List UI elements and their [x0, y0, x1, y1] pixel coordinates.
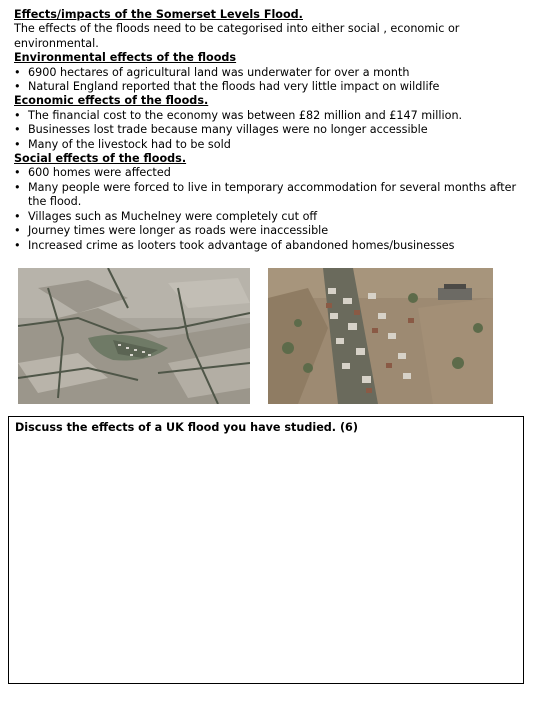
notes-section [14, 8, 526, 253]
list-item: • Villages such as Muchelney were completely cut off [14, 210, 526, 224]
flood-aerial-photo-fields [18, 268, 250, 404]
list-item: • The financial cost to the economy was between £82 million and £147 million. [14, 109, 526, 123]
list-item: • Many of the livestock had to be sold [14, 138, 526, 152]
environmental-list [14, 66, 526, 95]
environmental-heading: Environmental effects of the floods [14, 51, 237, 65]
flood-aerial-photo-village [268, 268, 493, 404]
intro-text: The effects of the floods need to be categorised into either social , economic or environmental. [14, 22, 460, 50]
list-item: • 600 homes were affected [14, 166, 526, 180]
page-title: Effects/impacts of the Somerset Levels Flood. [14, 8, 303, 21]
list-item: • Increased crime as looters took advantage of abandoned homes/businesses [14, 239, 526, 253]
list-item: • Many people were forced to live in temporary accommodation for several months after the flood. [14, 181, 526, 210]
economic-list [14, 109, 526, 152]
exam-question: Discuss the effects of a UK flood you have studied. (6) [15, 421, 358, 434]
list-item: • 6900 hectares of agricultural land was underwater for over a month [14, 66, 526, 80]
list-item: • Businesses lost trade because many villages were no longer accessible [14, 123, 526, 137]
answer-box[interactable] [8, 416, 524, 684]
economic-heading: Economic effects of the floods. [14, 94, 209, 108]
social-list [14, 166, 526, 252]
list-item: • Natural England reported that the floods had very little impact on wildlife [14, 80, 526, 94]
social-heading: Social effects of the floods. [14, 152, 187, 166]
list-item: • Journey times were longer as roads were inaccessible [14, 224, 526, 238]
